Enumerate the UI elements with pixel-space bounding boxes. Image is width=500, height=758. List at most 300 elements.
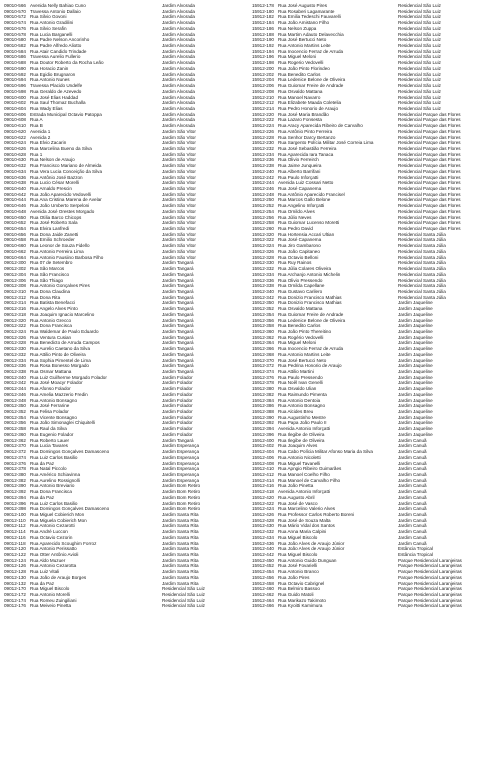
cep-code: 09010-654 [4, 226, 26, 232]
district-name: Jardim Jaqueline [398, 380, 433, 386]
district-name: Jardim Santa Rita [162, 523, 199, 529]
district-name: Jardim Esperança [162, 454, 200, 460]
cep-code: 15912-442 [252, 552, 274, 557]
cep-code: 09010-584 [4, 48, 26, 54]
cep-code: 09010-572 [4, 14, 26, 20]
cep-code: 15912-424 [252, 506, 274, 512]
cep-code: 09012-176 [4, 603, 26, 609]
street-address: Rua Antonio Guido Dunguan [278, 557, 337, 563]
street-address: Rua Padre Nelson Ancorinho [30, 37, 90, 43]
street-address: Rua João Alves de Araujo Júnior [278, 540, 345, 546]
cep-code: 09010-600 [4, 94, 26, 100]
street-address: Rua José Ferrarine [30, 403, 70, 409]
district-name: Residencial Parque das Flores [398, 157, 461, 163]
cep-code: 15912-178 [252, 3, 274, 8]
street-address: Rua da Paz [30, 580, 55, 586]
street-address: Rua Noêl Ivan Genelli [278, 380, 323, 386]
street-address: Rua Antonio Nicoletti [278, 454, 321, 460]
street-address: Rua Ledenice Belone de Oliveira [278, 77, 346, 83]
district-name: Jardim Tangará [162, 306, 194, 312]
district-name: Residencial Parque das Flores [398, 214, 461, 220]
district-name: Jardim Tangará [162, 266, 194, 272]
district-name: Jardim Esperança [162, 466, 200, 472]
cep-code: 09010-622 [4, 134, 26, 140]
cep-code: 15912-458 [252, 580, 274, 586]
cep-code: 15912-342 [252, 294, 274, 300]
street-address: Rua Alberto Barrifani [278, 168, 321, 174]
street-address: Rua José Capanema [278, 237, 322, 243]
district-name: Jardim Tangará [162, 328, 194, 334]
street-address: Rua Antonio Bonsagno [30, 397, 77, 403]
district-name: Jardim Tangará [162, 260, 194, 266]
district-name: Jardim São Vitor [162, 254, 196, 260]
district-name: Jardim Jaqueline [398, 311, 433, 317]
cep-code: 09012-390 [4, 483, 26, 489]
street-address: Rua João Capitaneo [278, 248, 320, 254]
street-address: Rua Ornildo Alves [278, 208, 315, 214]
street-address: Rua Angelo Alves Pinto [30, 306, 78, 312]
cep-code: 15912-354 [252, 311, 274, 317]
street-address: Rua José Capanema [278, 186, 322, 191]
district-name: Jardim Tangará [162, 317, 194, 323]
cep-code: 15912-238 [252, 163, 274, 169]
cep-code: 15912-214 [252, 105, 274, 111]
street-address: Rua Guido Matoli [278, 592, 314, 598]
street-address: Rua Apngio Ribeiro Guimarães [278, 466, 342, 472]
cep-code: 15912-226 [252, 128, 274, 134]
cep-code: 09010-608 [4, 117, 26, 123]
street-address: Avenida Antonio Inforçatti [278, 489, 331, 495]
district-name: Jardim Tangará [162, 369, 194, 374]
cep-code: 09012-126 [4, 563, 26, 569]
street-address: Rua Antonio Perissatto [30, 546, 77, 552]
cep-code: 09012-378 [4, 466, 26, 472]
street-address: Rua B [30, 123, 43, 129]
district-name: Jardim São Vitor [162, 231, 196, 237]
street-address: Rua Batista Benefacci [30, 300, 76, 306]
cep-code: 15912-358 [252, 323, 274, 329]
cep-code: 09010-582 [4, 43, 26, 49]
district-name: Residencial São Luiz [398, 43, 441, 49]
street-address: Rua Augusto Abril [278, 494, 315, 500]
street-address: Rua Alcides Breu [278, 409, 314, 415]
district-name: Jardim São Vitor [162, 145, 196, 151]
cep-code: 09012-306 [4, 277, 26, 283]
district-name: Jardim São Vitor [162, 186, 196, 191]
cep-code: 09010-598 [4, 88, 26, 94]
district-name: Residencial São Luiz [162, 597, 205, 603]
street-address: Rua Miguel Tavanelli [278, 460, 321, 466]
district-name: Jardim Jaqueline [398, 409, 433, 415]
district-name: Jardim Folador [162, 403, 193, 409]
cep-code: 15912-404 [252, 449, 274, 455]
street-address: Rua João Pinto Florindeo [278, 65, 330, 71]
district-name: Jardim Alvorada [162, 105, 195, 111]
cep-code: 15912-198 [252, 60, 274, 66]
district-name: Jardim Alvorada [162, 54, 195, 60]
cep-code: 09012-360 [4, 431, 26, 437]
cep-code: 09012-132 [4, 580, 26, 586]
district-name: Residencial São Luiz [398, 65, 441, 71]
street-address: Rua Professor Carlos Roberto Boreni [278, 511, 355, 517]
street-address: Rua Jiro Gambarono [278, 243, 321, 249]
street-address: Avenida Luiz Cossari Netto [278, 180, 334, 186]
cep-code: 09012-118 [4, 540, 26, 546]
street-address: Rua Ledenice Belone de Oliveira [278, 317, 346, 323]
street-address: Avenida 1 [30, 128, 51, 134]
cep-code: 09012-334 [4, 357, 26, 363]
cep-code: 09012-354 [4, 414, 26, 420]
cep-code: 15912-372 [252, 363, 274, 369]
district-name: Residencial Parque das Flores [398, 208, 461, 214]
cep-code: 15912-402 [252, 443, 274, 449]
district-name: Jardim Jaqueline [398, 323, 433, 329]
district-name: Parque Residencial Laranjeiras [398, 597, 462, 603]
district-name: Parque Residencial Laranjeiras [398, 557, 462, 563]
cep-code: 09010-588 [4, 60, 26, 66]
district-name: Residencial São Luiz [398, 37, 441, 43]
district-name: Jardim São Vitor [162, 180, 196, 186]
street-address: Rua Mário Vidal dos Santos [278, 523, 335, 529]
district-name: Parque Residencial Laranjeiras [398, 592, 462, 598]
street-address: Rua Miguel Biscolo [278, 552, 318, 557]
street-address: Rua Lucia Tavares [30, 443, 68, 449]
district-name: Jardim Tangará [162, 323, 194, 329]
street-address: Avenida 2 [30, 134, 51, 140]
street-address: Rua José de Souza Malta [278, 517, 331, 523]
street-address: Rua Aurelio Caetano da Silva [30, 346, 91, 352]
district-name: Jardim Canuã [398, 483, 427, 489]
district-name: Jardim Alvorada [162, 60, 195, 66]
district-name: Jardim Tangará [162, 300, 194, 306]
cep-code: 15912-334 [252, 271, 274, 277]
district-name: Jardim São Vitor [162, 134, 196, 140]
street-address: Rua Joaquim Ignacio Marcelino [30, 311, 95, 317]
street-address: Rua Antônio Aparecido Francisel [278, 191, 345, 197]
cep-code: 15912-186 [252, 25, 274, 31]
cep-code: 15912-182 [252, 14, 274, 20]
cep-code: 09010-604 [4, 105, 26, 111]
street-address: Rua João Pinetta [278, 483, 314, 489]
district-name: Residencial Parque das Flores [398, 203, 461, 209]
street-address: Rua Donizio Francisco Mathias [278, 294, 342, 300]
district-name: Jardim Santa Rita [162, 534, 199, 540]
street-address: Rua Ana Cristina Marena de Avelar [30, 197, 102, 203]
cep-code: 09012-340 [4, 374, 26, 380]
cep-code: 09010-594 [4, 77, 26, 83]
cep-code: 09010-644 [4, 197, 26, 203]
cep-code: 15912-362 [252, 334, 274, 340]
address-row [252, 603, 498, 609]
street-address: Rua José de Vasco [278, 500, 318, 506]
district-name: Parque Residencial Laranjeiras [398, 574, 462, 580]
district-name: Residencial Parque das Flores [398, 220, 461, 226]
street-address: Rua Aparecida Iara Tanaca [278, 151, 334, 157]
street-address: Rua Pedro Honorio de Araujo [278, 105, 339, 111]
street-address: Rua Antonio Morelli [30, 592, 70, 598]
street-address: Rua Olivio Ferreirch [278, 157, 319, 163]
district-name: Jardim Esperança [162, 449, 200, 455]
district-name: Residencial Santa Júlia [398, 266, 446, 272]
district-name: Residencial Santa Júlia [398, 271, 446, 277]
cep-code: 15912-400 [252, 437, 274, 443]
street-address: Rua Raul da Silva [30, 426, 67, 432]
street-address: Rua Antonio Fausiino Barbosa Filho [30, 254, 104, 260]
cep-code: 09010-592 [4, 71, 26, 77]
district-name: Jardim Jaqueline [398, 431, 433, 437]
street-address: Rua A [30, 117, 43, 123]
street-address: Avenida José Orestes Morgado [30, 208, 95, 214]
street-address: Rua Dona Francisca [30, 323, 72, 329]
cep-code: 15912-422 [252, 500, 274, 506]
street-address: Rua Américo Schiavinna [30, 471, 81, 477]
street-address: Rua Octavio Cezorin [30, 534, 73, 540]
district-name: Jardim Tangará [162, 271, 194, 277]
cep-code: 15912-210 [252, 94, 274, 100]
district-name: Residencial São Luiz [398, 83, 441, 89]
cep-code: 09012-170 [4, 586, 26, 592]
district-name: Jardim Tangará [162, 346, 194, 352]
street-address: Rua Antônio José Bazzon [30, 174, 83, 180]
cep-code: 15912-408 [252, 460, 274, 466]
cep-code: 15912-206 [252, 83, 274, 89]
cep-code: 15912-388 [252, 409, 274, 415]
street-address: Rua Cabo Polícia Militar Afonso Maria da Silva [278, 449, 373, 455]
district-name: Jardim São Vitor [162, 226, 196, 232]
district-name: Jardim Alvorada [162, 88, 195, 94]
district-name: Jardim São Vitor [162, 237, 196, 243]
cep-code: 15912-464 [252, 597, 274, 603]
district-name: Jardim Folador [162, 397, 193, 403]
cep-code: 09010-648 [4, 208, 26, 214]
district-name: Jardim Esperança [162, 443, 200, 449]
street-address: Travessa Aurelio Fullerio [30, 54, 81, 60]
cep-code: 09012-342 [4, 380, 26, 386]
cep-code: 15912-248 [252, 191, 274, 197]
district-name: Jardim Canuã [398, 517, 427, 523]
cep-code: 15912-200 [252, 65, 274, 71]
district-name: Jardim Alvorada [162, 100, 195, 106]
district-name: Residencial Parque das Flores [398, 151, 461, 157]
street-address: Rua da Paz [30, 460, 55, 466]
street-address: Rua Lucia Barganelli [30, 31, 73, 37]
district-name: Jardim Santa Rita [162, 580, 199, 586]
cep-code: 09012-358 [4, 426, 26, 432]
district-name: Jardim São Vitor [162, 168, 196, 174]
cep-code: 09012-336 [4, 363, 26, 369]
cep-code: 15912-230 [252, 140, 274, 146]
cep-code: 15912-320 [252, 231, 274, 237]
street-address: Rua Afonso Folador [30, 386, 71, 392]
cep-code: 15912-204 [252, 77, 274, 83]
district-name: Residencial Parque das Flores [398, 140, 461, 146]
cep-code: 09012-398 [4, 506, 26, 512]
district-name: Jardim Santa Rita [162, 574, 199, 580]
district-name: Jardim Bom Retiro [162, 483, 201, 489]
street-address: Rua Francisco Mariano de Almeida [30, 163, 102, 169]
street-address: Rua Antonio Dentoia [278, 397, 321, 403]
cep-code: 09012-332 [4, 351, 26, 357]
cep-code: 15912-380 [252, 386, 274, 392]
district-name: Jardim Folador [162, 431, 193, 437]
district-name: Jardim São Vitor [162, 174, 196, 180]
cep-code: 09012-130 [4, 574, 26, 580]
street-address: Rua Archanjo Antonio Michelin [278, 271, 341, 277]
district-name: Residencial Parque das Flores [398, 168, 461, 174]
cep-code: 09012-128 [4, 569, 26, 575]
street-address: Rua Atair Candido Trindade [30, 48, 87, 54]
cep-code: 15912-338 [252, 283, 274, 289]
district-name: Jardim Tangará [162, 294, 194, 300]
street-address: Rua Ventura Cusian [30, 334, 72, 340]
district-name: Jardim Folador [162, 414, 193, 420]
street-address: Rua São Marcos [30, 266, 65, 272]
cep-code: 15912-190 [252, 37, 274, 43]
district-name: Residencial Parque das Flores [398, 174, 461, 180]
district-name: Jardim Jaqueline [398, 340, 433, 346]
street-address: Rua Elizabete Maada Coletelia [278, 100, 342, 106]
street-address: Rua Guiomar Freire de Andrade [278, 311, 344, 317]
cep-code: 09010-628 [4, 151, 26, 157]
cep-code: 09012-320 [4, 317, 26, 323]
district-name: Jardim Tangará [162, 311, 194, 317]
cep-code: 09010-606 [4, 111, 26, 117]
district-name: Jardim São Vitor [162, 128, 196, 134]
cep-code: 09010-576 [4, 25, 26, 31]
street-address: Rua Padre Alfredo Aliotto [30, 43, 82, 49]
district-name: Residencial Parque das Flores [398, 186, 461, 191]
street-address: Rua Romeu Zuingiliani [30, 597, 77, 603]
cep-code: 09012-174 [4, 597, 26, 603]
district-name: Jardim Tangará [162, 288, 194, 294]
cep-code: 15912-330 [252, 260, 274, 266]
cep-code: 09010-650 [4, 214, 26, 220]
district-name: Jardim Esperança [162, 477, 200, 483]
street-address: Rua Paulo Pressendo [278, 374, 323, 380]
district-name: Residencial São Luiz [398, 8, 441, 14]
street-address: Rua João Pinto Thereitino [278, 328, 332, 334]
cep-code: 15912-462 [252, 592, 274, 598]
street-address: Rua São Francisco [30, 271, 70, 277]
cep-code: 15912-224 [252, 123, 274, 129]
cep-code: 15912-328 [252, 254, 274, 260]
cep-code: 09010-652 [4, 220, 26, 226]
right-address-column [252, 3, 498, 609]
cep-code: 15912-350 [252, 300, 274, 306]
street-address: Rua Miguel Biscolo [30, 586, 70, 592]
street-address: Rua Benedito Carlos [278, 323, 321, 329]
street-address: Travessa Placido Undelfe [30, 83, 83, 89]
street-address: Rua Lucio César Morelli [30, 180, 80, 186]
street-address: Rua Otter Antônio Avioli [30, 552, 79, 557]
district-name: Jardim Tangará [162, 357, 194, 363]
cep-code: 09010-664 [4, 254, 26, 260]
district-name: Jardim Jaqueline [398, 334, 433, 340]
street-address: Rua Wady Elias [30, 105, 63, 111]
district-name: Jardim São Vitor [162, 203, 196, 209]
cep-code: 15912-254 [252, 208, 274, 214]
district-name: Jardim São Vitor [162, 214, 196, 220]
district-name: Residencial Parque das Flores [398, 134, 461, 140]
cep-code: 09012-380 [4, 471, 26, 477]
street-address: Rua Manoel Navarro [278, 94, 321, 100]
street-address: Rua Benedicto de Arruda Campos [30, 340, 100, 346]
cep-code: 09012-362 [4, 437, 26, 443]
district-name: Jardim Tangará [162, 340, 194, 346]
cep-code: 15912-452 [252, 563, 274, 569]
cep-code: 15912-390 [252, 414, 274, 420]
street-address: Rua José Bertucci Neto [278, 357, 327, 363]
district-name: Jardim Alvorada [162, 3, 195, 8]
street-address: Rua Aurelino Rossignolli [30, 477, 80, 483]
cep-code: 09012-356 [4, 420, 26, 426]
district-name: Jardim Jaqueline [398, 391, 433, 397]
street-address: Rua Sophia Pimentel de Lima [30, 357, 91, 363]
district-name: Residencial Santa Júlia [398, 288, 446, 294]
district-name: Parque Residencial Laranjeiras [398, 586, 462, 592]
district-name: Jardim Tangará [162, 283, 194, 289]
district-name: Jardim Tangará [162, 351, 194, 357]
cep-code: 15912-382 [252, 391, 274, 397]
district-name: Jardim Alvorada [162, 25, 195, 31]
district-name: Residencial São Luiz [398, 100, 441, 106]
left-address-column [4, 3, 248, 609]
cep-code: 09010-634 [4, 168, 26, 174]
cep-code: 09012-304 [4, 271, 26, 277]
cep-code: 09010-632 [4, 163, 26, 169]
street-address: Rua Ruy Rainos [278, 260, 312, 266]
cep-code: 15912-260 [252, 226, 274, 232]
street-address: Rua Antonio Grecco [30, 317, 72, 323]
street-address: Rua Guiomar Lucenso Moretti [278, 220, 340, 226]
cep-code: 09010-656 [4, 231, 26, 237]
street-address: Rua Rogério Vedovelli [278, 334, 324, 340]
cep-code: 09010-638 [4, 180, 26, 186]
cep-code: 15912-420 [252, 494, 274, 500]
district-name: Jardim Tangará [162, 334, 194, 340]
street-address: Estrada Municipal Octavio Patoppa [30, 111, 102, 117]
street-address: Rua Rosa Bonesso Morgado [30, 363, 89, 369]
cep-code: 09010-580 [4, 37, 26, 43]
street-address: Rua Luiz Carlos Basilio [30, 500, 78, 506]
cep-code: 15912-366 [252, 346, 274, 352]
cep-code: 15912-180 [252, 8, 274, 14]
district-name: Residencial São Luiz [398, 25, 441, 31]
district-name: Residencial Santa Júlia [398, 231, 446, 237]
district-name: Jardim Jaqueline [398, 317, 433, 323]
cep-code: 09010-662 [4, 248, 26, 254]
street-address: Rua Leonor de Souza Fidello [30, 243, 90, 249]
district-name: Jardim São Vitor [162, 220, 196, 226]
cep-code: 09010-636 [4, 174, 26, 180]
district-name: Jardim Canuã [398, 534, 427, 540]
cep-code: 15912-392 [252, 420, 274, 426]
cep-code: 15912-418 [252, 489, 274, 495]
district-name: Jardim Canuã [398, 523, 427, 529]
district-name: Jardim São Vitor [162, 191, 196, 197]
street-address: Rua Eugenio Folador [30, 431, 74, 437]
cep-code: 09012-352 [4, 409, 26, 415]
cep-code: 09010-602 [4, 100, 26, 106]
district-name: Jardim Folador [162, 420, 193, 426]
street-address: Rua Lazaro Fonsesta [278, 117, 322, 123]
cep-code: 09010-646 [4, 203, 26, 209]
street-address: Rua Angelino Inforçatti [278, 203, 325, 209]
street-address: Rua João Aparecido Vedovelli [30, 191, 92, 197]
district-name: Residencial Parque das Flores [398, 191, 461, 197]
street-address: Rua José Sebastião Ferreira [278, 145, 337, 151]
cep-code: 09012-110 [4, 517, 26, 523]
